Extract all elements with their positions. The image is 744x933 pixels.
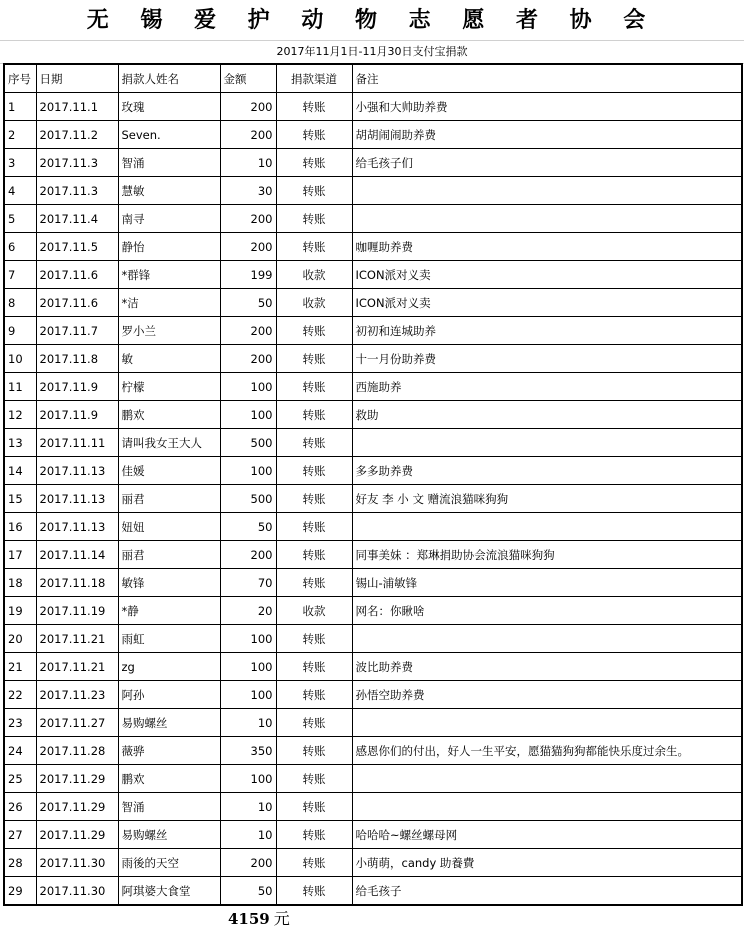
cell-amount: 100 [220,765,276,793]
cell-channel: 转账 [276,345,352,373]
cell-channel: 转账 [276,877,352,906]
cell-amount: 500 [220,429,276,457]
cell-note: 小萌萌，candy 助養費 [352,849,742,877]
cell-seq: 4 [4,177,36,205]
cell-channel: 转账 [276,457,352,485]
cell-note [352,205,742,233]
table-row [4,149,742,177]
cell-channel: 收款 [276,261,352,289]
table-row [4,317,742,345]
cell-amount: 70 [220,569,276,597]
cell-seq: 27 [4,821,36,849]
cell-name: 玫瑰 [118,93,220,121]
cell-date: 2017.11.13 [36,513,118,541]
cell-amount: 100 [220,457,276,485]
cell-name: 鹏欢 [118,401,220,429]
cell-seq: 25 [4,765,36,793]
cell-name: 敏锋 [118,569,220,597]
cell-date: 2017.11.5 [36,233,118,261]
cell-name: 静怡 [118,233,220,261]
cell-seq: 24 [4,737,36,765]
cell-amount: 200 [220,233,276,261]
cell-date: 2017.11.4 [36,205,118,233]
table-row [4,569,742,597]
table-row [4,205,742,233]
cell-channel: 转账 [276,233,352,261]
cell-amount: 50 [220,289,276,317]
cell-seq: 8 [4,289,36,317]
cell-amount: 350 [220,737,276,765]
table-row [4,401,742,429]
table-row [4,793,742,821]
cell-date: 2017.11.30 [36,877,118,906]
sheet-subtitle: 2017年11月1日-11月30日支付宝捐款 [0,40,744,64]
table-row [4,177,742,205]
cell-name: 智涌 [118,793,220,821]
cell-name: 薇骅 [118,737,220,765]
cell-note: 哈哈哈~螺丝螺母网 [352,821,742,849]
cell-seq: 2 [4,121,36,149]
cell-date: 2017.11.13 [36,457,118,485]
cell-note: 十一月份助养费 [352,345,742,373]
total-amount [228,906,290,932]
cell-amount: 100 [220,373,276,401]
cell-seq: 10 [4,345,36,373]
cell-date: 2017.11.9 [36,373,118,401]
cell-date: 2017.11.30 [36,849,118,877]
cell-name: 慧敏 [118,177,220,205]
cell-channel: 转账 [276,681,352,709]
cell-channel: 转账 [276,401,352,429]
cell-amount: 200 [220,93,276,121]
cell-seq: 14 [4,457,36,485]
cell-note: 救助 [352,401,742,429]
cell-note: 感恩你们的付出，好人一生平安，愿猫猫狗狗都能快乐度过余生。 [352,737,742,765]
cell-amount: 50 [220,513,276,541]
cell-seq: 21 [4,653,36,681]
cell-channel: 转账 [276,317,352,345]
table-body [4,93,742,906]
cell-name: *静 [118,597,220,625]
cell-note: ICON派对义卖 [352,289,742,317]
cell-seq: 28 [4,849,36,877]
cell-channel: 转账 [276,205,352,233]
cell-channel: 转账 [276,513,352,541]
cell-note: 给毛孩子们 [352,149,742,177]
cell-channel: 收款 [276,289,352,317]
table-row [4,597,742,625]
cell-amount: 10 [220,821,276,849]
cell-channel: 转账 [276,793,352,821]
cell-channel: 转账 [276,149,352,177]
cell-amount: 100 [220,653,276,681]
cell-seq: 3 [4,149,36,177]
donation-table [3,63,743,906]
table-row [4,765,742,793]
table-row [4,709,742,737]
header-name: 捐款人姓名 [118,64,220,93]
cell-channel: 转账 [276,849,352,877]
cell-date: 2017.11.13 [36,485,118,513]
cell-name: zg [118,653,220,681]
cell-date: 2017.11.28 [36,737,118,765]
cell-note: 波比助养费 [352,653,742,681]
cell-name: 鹏欢 [118,765,220,793]
cell-seq: 12 [4,401,36,429]
table-row [4,737,742,765]
cell-amount: 50 [220,877,276,906]
cell-amount: 20 [220,597,276,625]
sheet-title: 无 锡 爱 护 动 物 志 愿 者 协 会 [86,7,658,33]
cell-amount: 200 [220,345,276,373]
cell-note: 给毛孩子 [352,877,742,906]
cell-date: 2017.11.29 [36,765,118,793]
cell-note: 好友 李 小 文 赠流浪猫咪狗狗 [352,485,742,513]
cell-seq: 20 [4,625,36,653]
cell-name: 阿琪婆大食堂 [118,877,220,906]
table-row [4,261,742,289]
cell-seq: 19 [4,597,36,625]
cell-channel: 收款 [276,597,352,625]
cell-note [352,793,742,821]
cell-name: 智涌 [118,149,220,177]
cell-name: 柠檬 [118,373,220,401]
cell-date: 2017.11.21 [36,653,118,681]
cell-channel: 转账 [276,653,352,681]
cell-date: 2017.11.29 [36,821,118,849]
cell-amount: 10 [220,793,276,821]
cell-name: 南寻 [118,205,220,233]
cell-date: 2017.11.21 [36,625,118,653]
cell-note: 锡山-浦敏锋 [352,569,742,597]
cell-name: 佳媛 [118,457,220,485]
cell-note: 孙悟空助养费 [352,681,742,709]
cell-name: 丽君 [118,485,220,513]
total-unit: 元 [273,909,290,928]
cell-amount: 10 [220,149,276,177]
cell-note: 初初和连城助养 [352,317,742,345]
header-note: 备注 [352,64,742,93]
header-channel: 捐款渠道 [276,64,352,93]
table-header-row [4,64,742,93]
cell-name: 易购螺丝 [118,821,220,849]
cell-name: 敏 [118,345,220,373]
cell-seq: 18 [4,569,36,597]
table-row [4,373,742,401]
cell-date: 2017.11.2 [36,121,118,149]
table-row [4,93,742,121]
total-value: 4159 [228,910,270,928]
cell-note: 西施助养 [352,373,742,401]
cell-channel: 转账 [276,569,352,597]
cell-seq: 26 [4,793,36,821]
cell-amount: 30 [220,177,276,205]
cell-channel: 转账 [276,765,352,793]
cell-name: 罗小兰 [118,317,220,345]
cell-amount: 100 [220,401,276,429]
cell-name: 雨虹 [118,625,220,653]
cell-date: 2017.11.7 [36,317,118,345]
cell-note [352,513,742,541]
table-row [4,485,742,513]
cell-channel: 转账 [276,93,352,121]
table-row [4,681,742,709]
table-row [4,877,742,906]
header-date: 日期 [36,64,118,93]
cell-seq: 5 [4,205,36,233]
cell-name: 雨後的天空 [118,849,220,877]
cell-date: 2017.11.29 [36,793,118,821]
cell-name: 请叫我女王大人 [118,429,220,457]
cell-channel: 转账 [276,485,352,513]
cell-note: 胡胡闹闹助养费 [352,121,742,149]
cell-channel: 转账 [276,821,352,849]
table-row [4,541,742,569]
cell-date: 2017.11.23 [36,681,118,709]
cell-amount: 199 [220,261,276,289]
cell-channel: 转账 [276,541,352,569]
cell-seq: 16 [4,513,36,541]
table-row [4,457,742,485]
cell-note [352,429,742,457]
table-row [4,821,742,849]
cell-seq: 29 [4,877,36,906]
cell-name: *洁 [118,289,220,317]
header-seq: 序号 [4,64,36,93]
cell-date: 2017.11.6 [36,261,118,289]
table-row [4,121,742,149]
table-row [4,653,742,681]
table-row [4,849,742,877]
cell-note: 咖喱助养费 [352,233,742,261]
cell-note [352,625,742,653]
cell-date: 2017.11.9 [36,401,118,429]
cell-name: 妞妞 [118,513,220,541]
cell-seq: 6 [4,233,36,261]
table-row [4,429,742,457]
cell-note: 小强和大帅助养费 [352,93,742,121]
cell-channel: 转账 [276,429,352,457]
table-row [4,289,742,317]
cell-channel: 转账 [276,177,352,205]
cell-amount: 200 [220,205,276,233]
table-row [4,625,742,653]
header-amount: 金额 [220,64,276,93]
cell-name: Seven. [118,121,220,149]
cell-note [352,765,742,793]
cell-channel: 转账 [276,709,352,737]
cell-note: ICON派对义卖 [352,261,742,289]
cell-note [352,177,742,205]
cell-date: 2017.11.1 [36,93,118,121]
cell-seq: 22 [4,681,36,709]
cell-amount: 500 [220,485,276,513]
cell-note [352,709,742,737]
cell-channel: 转账 [276,373,352,401]
cell-seq: 1 [4,93,36,121]
cell-channel: 转账 [276,625,352,653]
cell-seq: 23 [4,709,36,737]
cell-amount: 200 [220,541,276,569]
cell-channel: 转账 [276,121,352,149]
cell-date: 2017.11.14 [36,541,118,569]
cell-amount: 200 [220,121,276,149]
cell-date: 2017.11.18 [36,569,118,597]
cell-note: 多多助养费 [352,457,742,485]
cell-date: 2017.11.3 [36,149,118,177]
cell-name: *群锋 [118,261,220,289]
cell-seq: 13 [4,429,36,457]
cell-note: 同事美妹 ：郑琳捐助协会流浪猫咪狗狗 [352,541,742,569]
cell-seq: 9 [4,317,36,345]
cell-amount: 200 [220,849,276,877]
cell-amount: 200 [220,317,276,345]
cell-seq: 11 [4,373,36,401]
table-row [4,513,742,541]
cell-seq: 17 [4,541,36,569]
cell-date: 2017.11.27 [36,709,118,737]
cell-date: 2017.11.3 [36,177,118,205]
cell-date: 2017.11.11 [36,429,118,457]
cell-seq: 15 [4,485,36,513]
cell-name: 易购螺丝 [118,709,220,737]
cell-amount: 100 [220,625,276,653]
cell-amount: 100 [220,681,276,709]
table-row [4,345,742,373]
cell-name: 阿孙 [118,681,220,709]
cell-channel: 转账 [276,737,352,765]
cell-note: 网名：你瞅啥 [352,597,742,625]
cell-amount: 10 [220,709,276,737]
cell-name: 丽君 [118,541,220,569]
cell-date: 2017.11.8 [36,345,118,373]
cell-seq: 7 [4,261,36,289]
cell-date: 2017.11.6 [36,289,118,317]
cell-date: 2017.11.19 [36,597,118,625]
table-row [4,233,742,261]
